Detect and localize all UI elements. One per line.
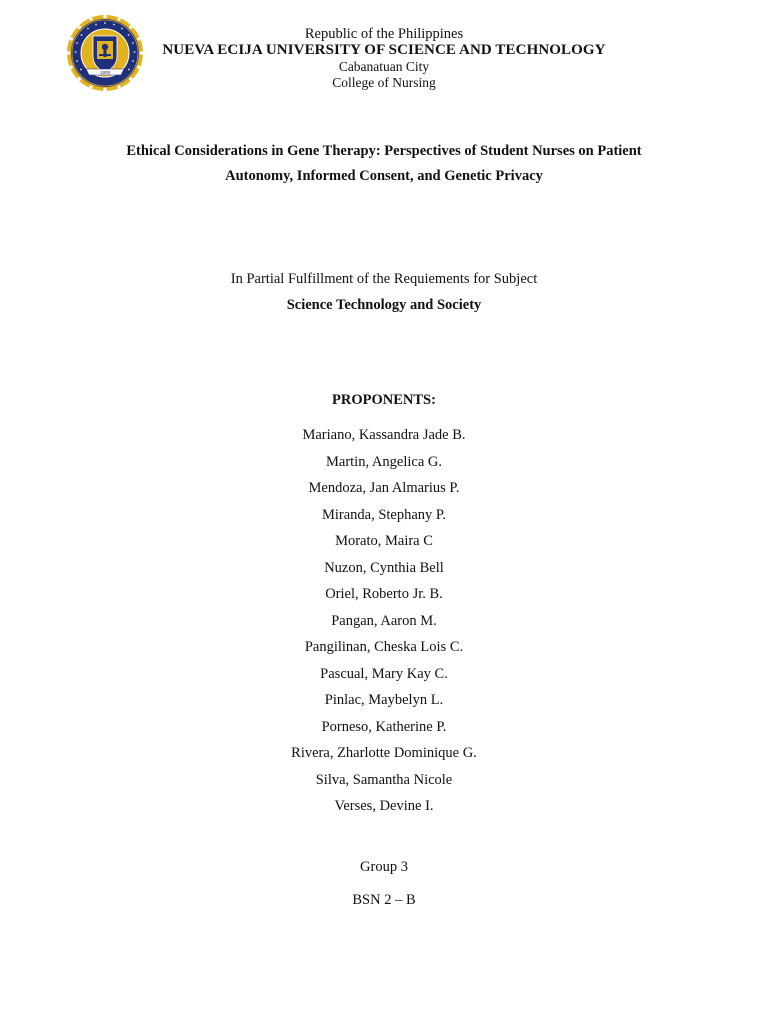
proponent-name: Silva, Samantha Nicole: [315, 771, 453, 788]
title-line-2: Autonomy, Informed Consent, and Genetic Privacy: [225, 168, 543, 184]
seal-year: 1908: [99, 70, 111, 75]
college-line: College of Nursing: [332, 75, 436, 90]
proponent-name: Morato, Maira C: [335, 533, 433, 549]
proponent-name: Pangilinan, Cheska Lois C.: [304, 639, 464, 655]
proponent-name: Martin, Angelica G.: [326, 453, 442, 470]
fulfillment-text: In Partial Fulfillment of the Requiements for Subject: [230, 271, 538, 287]
proponent-name: Nuzon, Cynthia Bell: [324, 559, 444, 576]
university-name: NUEVA ECIJA UNIVERSITY OF SCIENCE AND TECHNOLOGY: [162, 42, 606, 58]
proponents-heading: PROPONENTS:: [332, 392, 436, 408]
subject-name: Science Technology and Society: [286, 297, 482, 313]
proponent-name: Pascual, Mary Kay C.: [320, 665, 448, 682]
proponent-name: Pinlac, Maybelyn L.: [324, 692, 444, 708]
proponents-list: [0, 426, 768, 824]
proponent-name: Mariano, Kassandra Jade B.: [302, 427, 466, 443]
title-line-1: Ethical Considerations in Gene Therapy: Perspectives of Student Nurses on Patient: [126, 143, 642, 159]
section-label: BSN 2 – B: [352, 892, 416, 908]
proponent-name: Pangan, Aaron M.: [331, 612, 437, 629]
proponent-name: Mendoza, Jan Almarius P.: [308, 480, 460, 496]
republic-line: Republic of the Philippines: [304, 26, 464, 42]
group-label: Group 3: [360, 859, 408, 875]
proponent-name: Verses, Devine I.: [334, 798, 434, 814]
proponent-name: Oriel, Roberto Jr. B.: [325, 586, 443, 602]
city-line: Cabanatuan City: [338, 59, 430, 74]
proponent-name: Miranda, Stephany P.: [321, 506, 447, 523]
proponent-name: Porneso, Katherine P.: [321, 718, 447, 735]
proponent-name: Rivera, Zharlotte Dominique G.: [291, 745, 477, 761]
research-title: [80, 139, 688, 189]
